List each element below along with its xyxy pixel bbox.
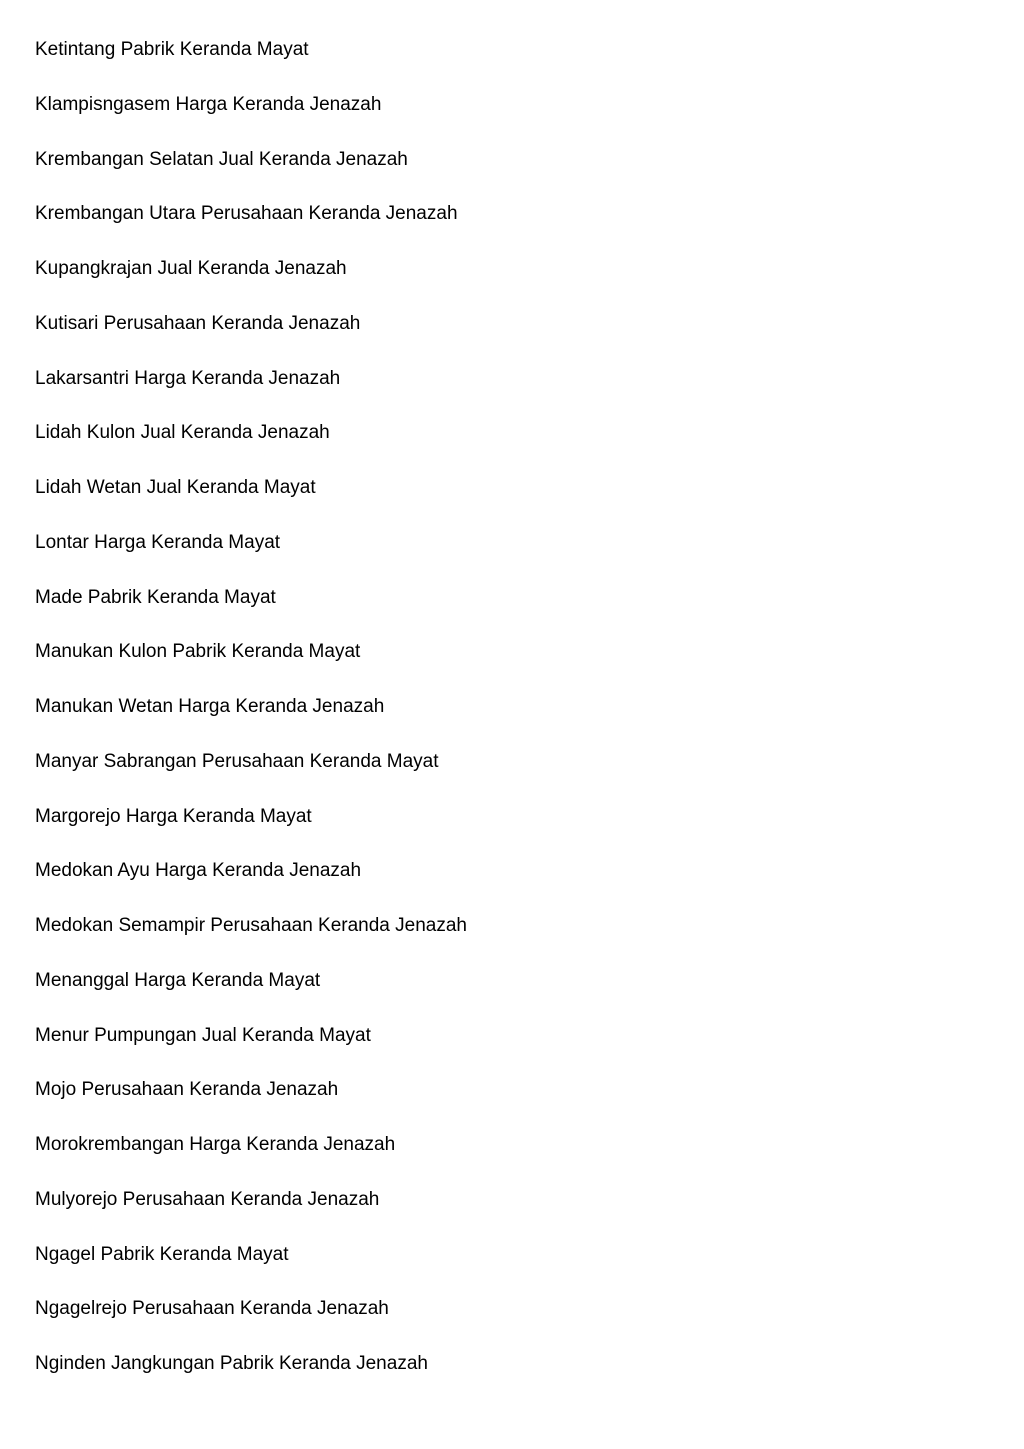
- list-item-text: Lakarsantri Harga Keranda Jenazah: [35, 367, 341, 389]
- list-item: [35, 365, 935, 420]
- list-item-text: Krembangan Selatan Jual Keranda Jenazah: [35, 148, 408, 170]
- list-item: [35, 1131, 935, 1186]
- list-item-text: Krembangan Utara Perusahaan Keranda Jenazah: [35, 203, 458, 225]
- list-item-text: Kutisari Perusahaan Keranda Jenazah: [35, 312, 361, 334]
- list-item: [35, 255, 935, 310]
- list-item: [35, 1022, 935, 1077]
- list-item-text: Kupangkrajan Jual Keranda Jenazah: [35, 258, 347, 279]
- list-item-text: Nginden Jangkungan Pabrik Keranda Jenazah: [35, 1353, 428, 1374]
- list-item: [35, 1295, 935, 1350]
- list-item: [35, 748, 935, 803]
- list-item: [35, 529, 935, 584]
- list-item-text: Menur Pumpungan Jual Keranda Mayat: [35, 1024, 371, 1046]
- list-item-text: Manyar Sabrangan Perusahaan Keranda Mayat: [35, 750, 439, 772]
- list-item-text: Klampisngasem Harga Keranda Jenazah: [35, 93, 382, 115]
- list-item: [35, 91, 935, 146]
- list-item-text: Morokrembangan Harga Keranda Jenazah: [35, 1134, 396, 1155]
- list-item: [35, 1350, 935, 1405]
- list-item: [35, 1241, 935, 1296]
- list-item: [35, 200, 935, 255]
- list-item: [35, 912, 935, 967]
- list-item: [35, 638, 935, 693]
- list-item-text: Ngagelrejo Perusahaan Keranda Jenazah: [35, 1298, 389, 1320]
- list-item: [35, 1076, 935, 1131]
- list-item: [35, 310, 935, 365]
- list-item-text: Made Pabrik Keranda Mayat: [35, 586, 276, 608]
- list-item-text: Margorejo Harga Keranda Mayat: [35, 805, 312, 827]
- list-item: [35, 419, 935, 474]
- list-item: [35, 1186, 935, 1241]
- list-item: [35, 146, 935, 201]
- list-item-text: Manukan Kulon Pabrik Keranda Mayat: [35, 641, 361, 663]
- list-item-text: Mojo Perusahaan Keranda Jenazah: [35, 1079, 339, 1101]
- list-item-text: Lidah Wetan Jual Keranda Mayat: [35, 477, 316, 498]
- list-item-text: Medokan Ayu Harga Keranda Jenazah: [35, 860, 362, 882]
- list-item: [35, 584, 935, 639]
- keyword-list: [35, 36, 935, 1405]
- list-item: [35, 36, 935, 91]
- list-item: [35, 967, 935, 1022]
- list-item: [35, 693, 935, 748]
- list-item: [35, 803, 935, 858]
- list-item-text: Menanggal Harga Keranda Mayat: [35, 969, 321, 991]
- list-item: [35, 474, 935, 529]
- list-item-text: Lontar Harga Keranda Mayat: [35, 531, 281, 553]
- list-item-text: Ketintang Pabrik Keranda Mayat: [35, 39, 309, 60]
- list-item-text: Ngagel Pabrik Keranda Mayat: [35, 1243, 289, 1265]
- list-item-text: Medokan Semampir Perusahaan Keranda Jenazah: [35, 915, 467, 936]
- list-item-text: Mulyorejo Perusahaan Keranda Jenazah: [35, 1188, 380, 1210]
- list-item-text: Lidah Kulon Jual Keranda Jenazah: [35, 422, 330, 444]
- list-item-text: Manukan Wetan Harga Keranda Jenazah: [35, 696, 385, 717]
- list-item: [35, 857, 935, 912]
